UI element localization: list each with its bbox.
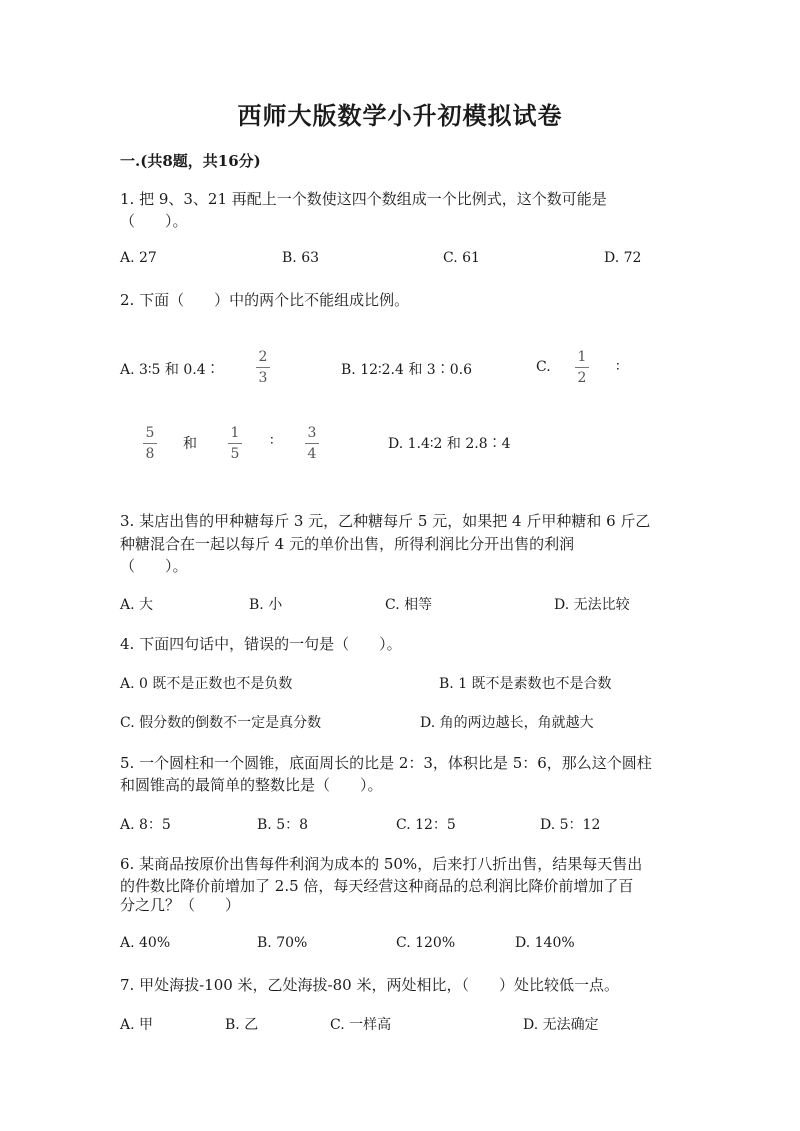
q2-option-a[interactable]: A. 3∶5 和 0.4∶: [120, 362, 220, 378]
q6-option-a[interactable]: A. 40%: [120, 935, 171, 951]
fraction-bar: [228, 443, 242, 444]
q3-option-c[interactable]: C. 相等: [385, 597, 433, 613]
section-heading: 一.(共8题，共16分): [120, 152, 261, 170]
q2-option-c-and: 和: [183, 436, 197, 452]
q3-option-d[interactable]: D. 无法比较: [554, 597, 630, 613]
q7-option-b[interactable]: B. 乙: [225, 1017, 259, 1033]
q6-option-b[interactable]: B. 70%: [257, 935, 308, 951]
q2-option-a-fraction: [256, 349, 270, 386]
q3-option-a[interactable]: A. 大: [120, 597, 154, 613]
q7-option-a[interactable]: A. 甲: [120, 1017, 154, 1033]
q2-stem: 2. 下面（ ）中的两个比不能组成比例。: [120, 291, 410, 309]
q2-option-c-label[interactable]: C.: [536, 359, 551, 375]
fraction-numerator: 3: [307, 425, 317, 441]
q5-stem-line-1: 5. 一个圆柱和一个圆锥，底面周长的比是 2：3，体积比是 5：6，那么这个圆柱: [120, 754, 652, 772]
fraction-numerator: 1: [577, 349, 587, 365]
fraction-denominator: 3: [258, 370, 268, 386]
fraction-bar: [256, 367, 270, 368]
fraction-numerator: 1: [230, 425, 240, 441]
q1-option-d[interactable]: D. 72: [604, 250, 642, 266]
q5-option-a[interactable]: A. 8：5: [120, 817, 171, 833]
q5-option-b[interactable]: B. 5：8: [257, 817, 309, 833]
q1-option-a[interactable]: A. 27: [120, 250, 157, 266]
fraction-bar: [143, 443, 157, 444]
q4-option-b[interactable]: B. 1 既不是素数也不是合数: [439, 676, 612, 692]
fraction-denominator: 5: [230, 446, 240, 462]
fraction-bar: [305, 443, 319, 444]
q1-stem-line-2: （ ）。: [120, 212, 188, 230]
q6-stem-line-1: 6. 某商品按原价出售每件利润为成本的 50%，后来打八折出售，结果每天售出: [120, 855, 643, 873]
q6-stem-line-3: 分之几？（ ）: [120, 896, 241, 914]
q4-option-a[interactable]: A. 0 既不是正数也不是负数: [120, 676, 293, 692]
q3-stem-line-2: 种糖混合在一起以每斤 4 元的单价出售，所得利润比分开出售的利润: [120, 535, 575, 553]
q2-option-c-colon: ∶: [616, 359, 620, 375]
q2-option-c-fraction-4: [305, 425, 319, 462]
fraction-denominator: 8: [145, 446, 155, 462]
q5-option-d[interactable]: D. 5：12: [540, 817, 601, 833]
q1-option-c[interactable]: C. 61: [443, 250, 480, 266]
q7-option-d[interactable]: D. 无法确定: [523, 1017, 599, 1033]
page-title: 西师大版数学小升初模拟试卷: [237, 101, 563, 130]
q4-stem: 4. 下面四句话中，错误的一句是（ ）。: [120, 635, 402, 653]
q5-stem-line-2: 和圆锥高的最简单的整数比是（ ）。: [120, 776, 383, 794]
q2-option-c-fraction-2: [143, 425, 157, 462]
q1-stem-line-1: 1. 把 9、3、21 再配上一个数使这四个数组成一个比例式，这个数可能是: [120, 190, 607, 208]
fraction-numerator: 5: [145, 425, 155, 441]
q2-option-d[interactable]: D. 1.4∶2 和 2.8∶4: [388, 436, 511, 452]
q6-option-d[interactable]: D. 140%: [515, 935, 575, 951]
q2-option-c-fraction-1: [575, 349, 589, 386]
fraction-numerator: 2: [258, 349, 268, 365]
q7-option-c[interactable]: C. 一样高: [330, 1017, 392, 1033]
fraction-bar: [575, 367, 589, 368]
fraction-denominator: 2: [577, 370, 587, 386]
q3-stem-line-1: 3. 某店出售的甲种糖每斤 3 元，乙种糖每斤 5 元，如果把 4 斤甲种糖和 6 斤乙: [120, 512, 651, 530]
q7-stem: 7. 甲处海拔-100 米，乙处海拔-80 米，两处相比，（ ）处比较低一点。: [120, 976, 619, 994]
fraction-denominator: 4: [307, 446, 317, 462]
q6-option-c[interactable]: C. 120%: [396, 935, 456, 951]
q4-option-c[interactable]: C. 假分数的倒数不一定是真分数: [120, 715, 322, 731]
q4-option-d[interactable]: D. 角的两边越长，角就越大: [420, 715, 594, 731]
q1-option-b[interactable]: B. 63: [282, 250, 320, 266]
q2-option-c-colon-2: ∶: [270, 433, 274, 449]
q6-stem-line-2: 的件数比降价前增加了 2.5 倍，每天经营这种商品的总利润比降价前增加了百: [120, 877, 634, 895]
q2-option-b[interactable]: B. 12∶2.4 和 3∶0.6: [341, 362, 472, 378]
q3-option-b[interactable]: B. 小: [249, 597, 283, 613]
q2-option-c-fraction-3: [228, 425, 242, 462]
q3-stem-line-3: （ ）。: [120, 557, 188, 575]
q5-option-c[interactable]: C. 12：5: [396, 817, 456, 833]
